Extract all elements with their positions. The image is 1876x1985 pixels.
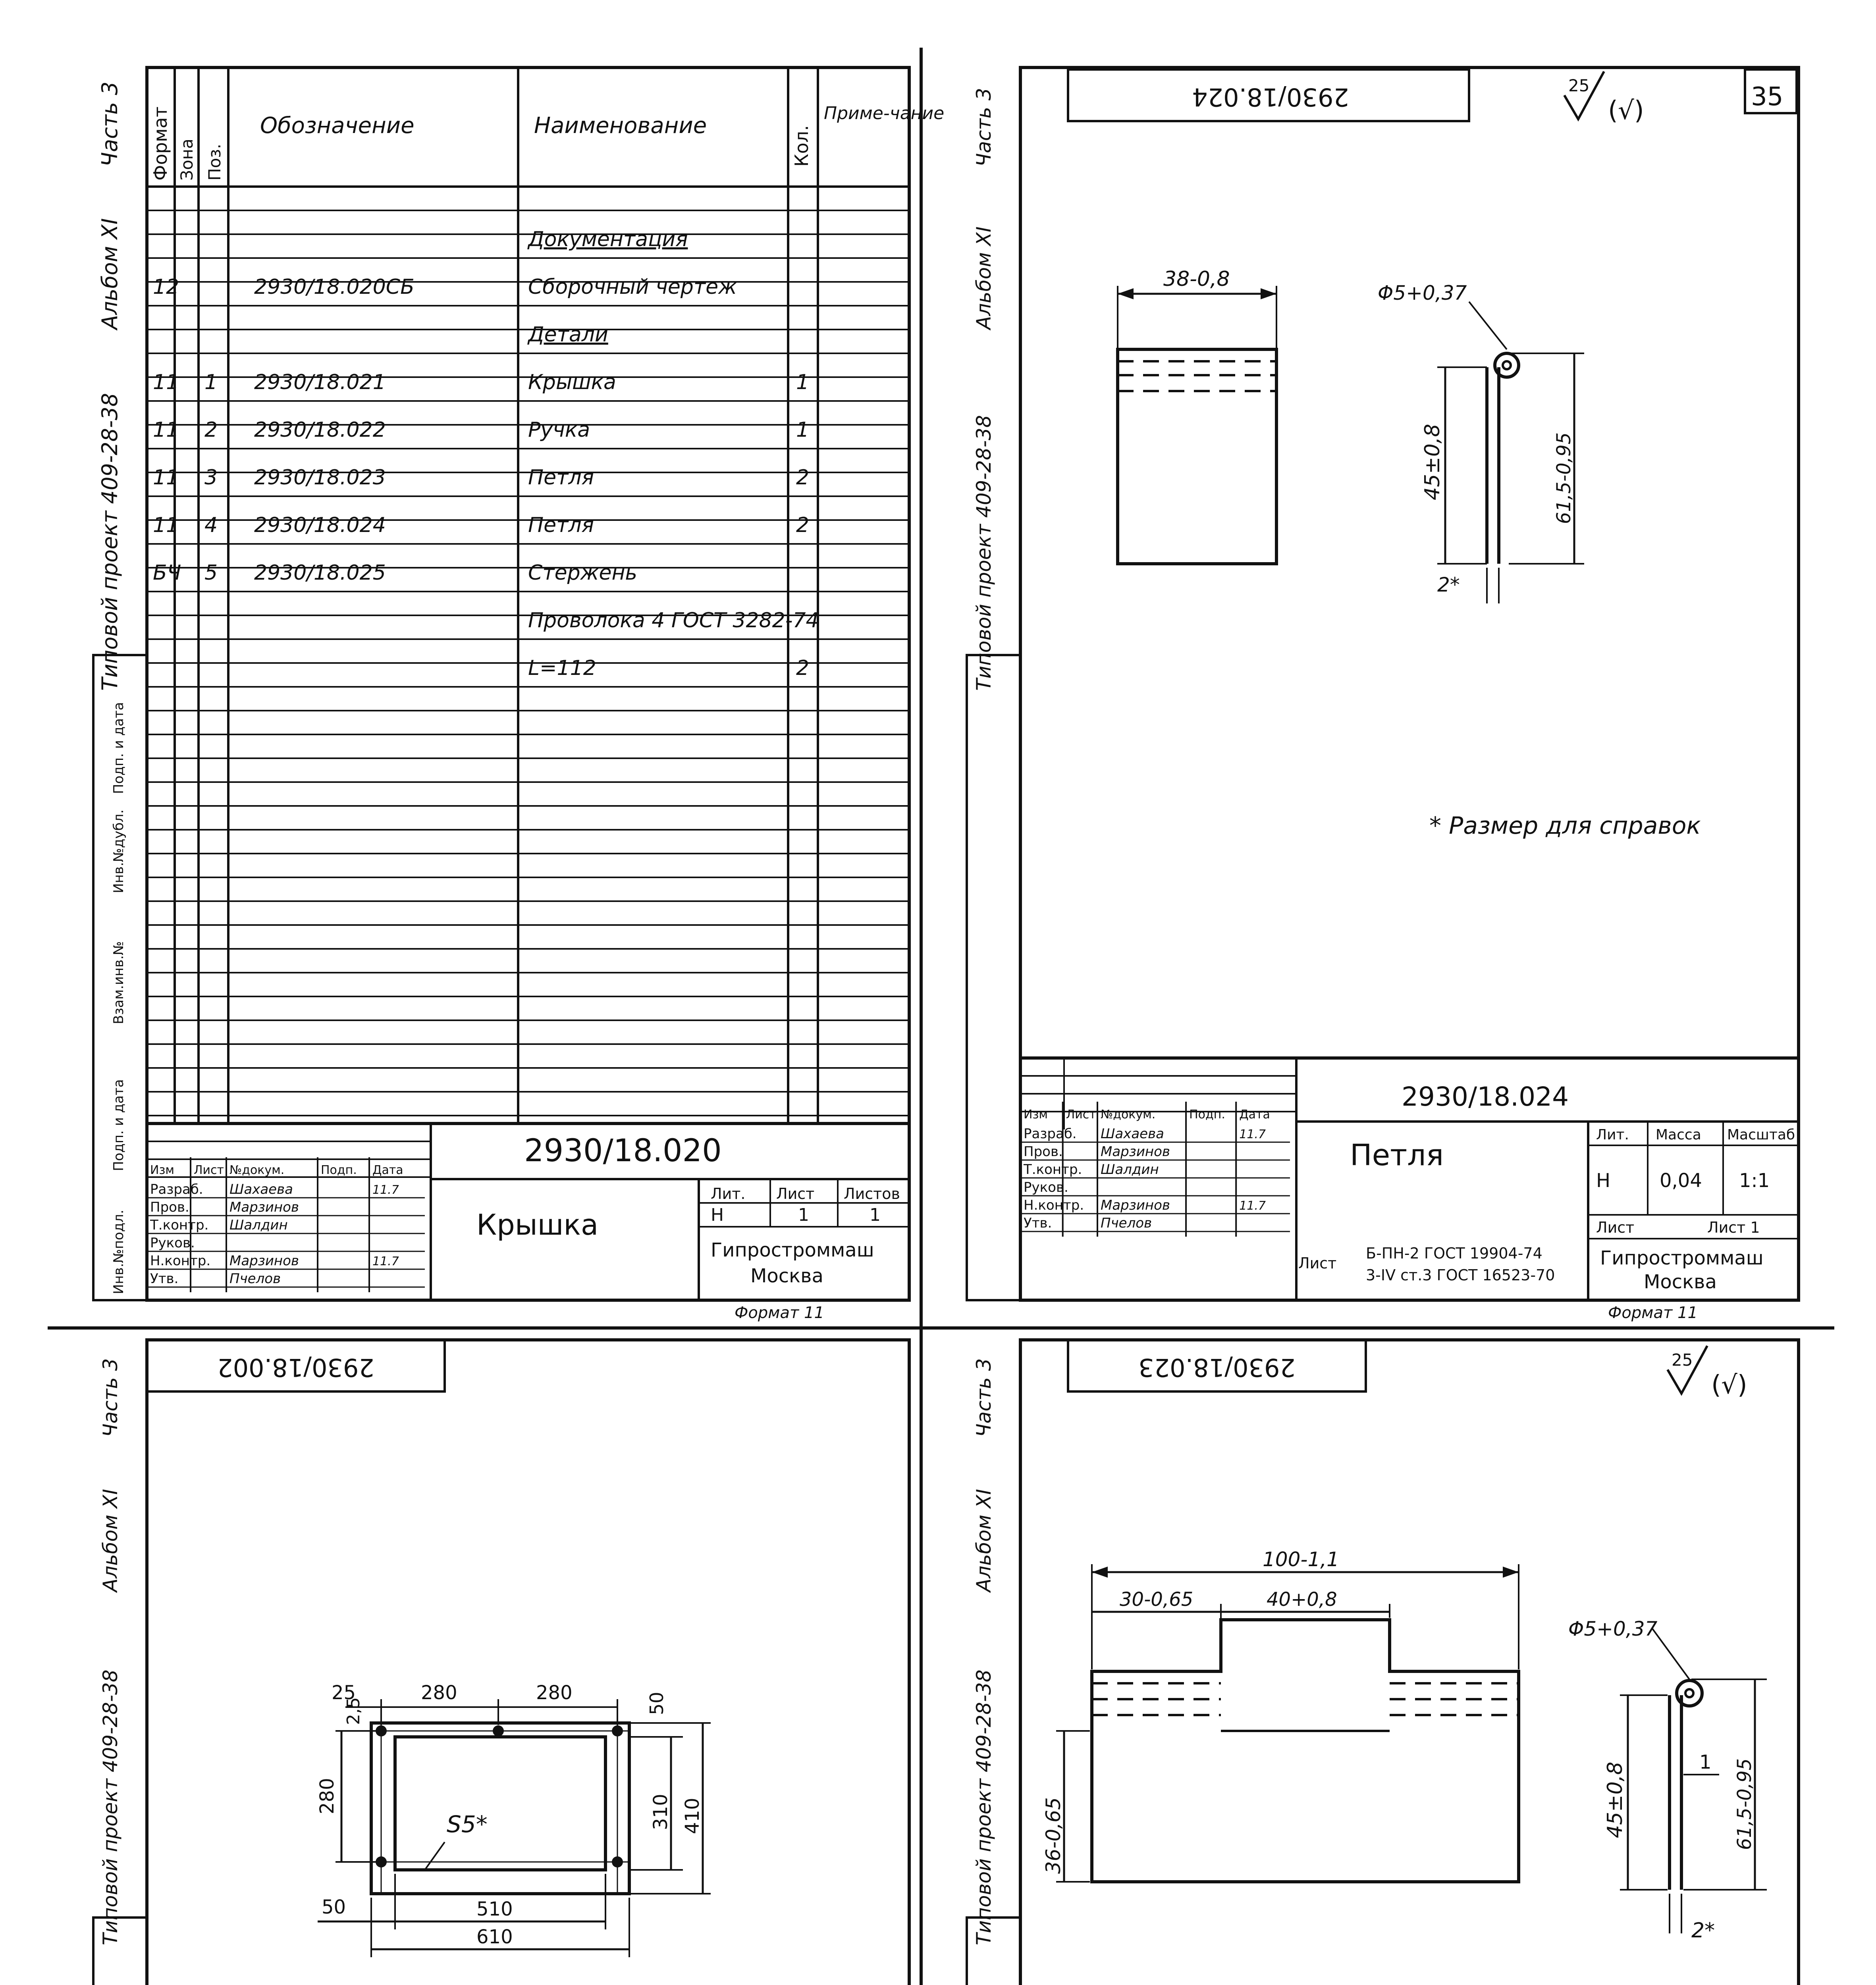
spec-head-name: Наименование (534, 113, 707, 139)
dim-002-2-5: 2,5 (343, 1697, 364, 1725)
tb-role: Н.контр. (1024, 1197, 1084, 1213)
dim-002-280side: 280 (316, 1778, 338, 1814)
lit-label-024: Лит. (1596, 1127, 1629, 1143)
tb-date: 11.7 (372, 1183, 399, 1197)
dim-024-offset: 2* (1437, 573, 1460, 596)
tb-name: Шахаева (229, 1181, 293, 1197)
spec-row-quantity: 2 (796, 656, 810, 680)
spec-row-name: L=112 (528, 656, 596, 680)
tb-name: Шахаева (1101, 1126, 1164, 1142)
mass-label-024: Масса (1656, 1127, 1701, 1143)
dim-024-width: 38-0,8 (1163, 267, 1230, 291)
dim-002-510: 510 (476, 1898, 513, 1920)
side-album-002: Альбом XI (99, 1489, 122, 1592)
city-024: Москва (1644, 1271, 1717, 1293)
side-cell-4: Инв.№дубл. (111, 809, 127, 893)
tb-date: 11.7 (1239, 1127, 1266, 1141)
spec-row-designation: 2930/18.022 (254, 418, 386, 442)
side-project-label: Типовой проект 409-28-38 (97, 393, 122, 691)
tb-role: Утв. (150, 1271, 179, 1287)
side-cell-2: Подп. и дата (111, 1079, 127, 1171)
spec-row (527, 227, 688, 251)
spec-head-format: Формат (150, 106, 171, 181)
side-album-024: Альбом XI (972, 226, 995, 330)
side-project-023: Типовой проект 409-28-38 (972, 1669, 995, 1945)
side-project-024: Типовой проект 409-28-38 (972, 415, 995, 691)
dim-023-side: 30-0,65 (1120, 1588, 1193, 1611)
tb-role: Н.контр. (150, 1253, 211, 1269)
spec-row-format: 11 (153, 466, 179, 490)
spec-row-format: 12 (153, 275, 179, 299)
dim-023-middle: 40+0,8 (1267, 1588, 1337, 1611)
sheet-024 (967, 67, 1799, 1322)
tb-role: Утв. (1024, 1215, 1052, 1231)
spec-row-designation: 2930/18.025 (254, 561, 386, 585)
spec-row-name: Крышка (528, 370, 616, 394)
spec-row-name: Документация (528, 227, 688, 251)
tb-name: Марзинов (1101, 1144, 1170, 1160)
tb-name: Пчелов (1101, 1215, 1152, 1231)
dim-023-total: 100-1,1 (1263, 1548, 1339, 1571)
dim-002-280b: 280 (536, 1682, 573, 1704)
sheet-number: 35 (1751, 82, 1783, 112)
spec-row (528, 656, 809, 680)
spec-row-name: Петля (528, 466, 594, 490)
spec-row-designation: 2930/18.021 (254, 370, 386, 394)
tb-head-cell: Дата (1239, 1108, 1270, 1122)
dim-002-280a: 280 (421, 1682, 457, 1704)
dim-002-50top: 50 (646, 1692, 667, 1715)
org-024: Гипростроммаш (1600, 1247, 1764, 1269)
spec-row (527, 323, 608, 347)
scale-label-024: Масштаб (1727, 1127, 1795, 1143)
spec-row-designation: 2930/18.020СБ (254, 275, 415, 299)
dim-002-25: 25 (332, 1682, 356, 1704)
material-024-1: Б-ПН-2 ГОСТ 19904-74 (1366, 1245, 1542, 1262)
spec-sheets-label: Листов (844, 1185, 900, 1203)
tb-name: Пчелов (229, 1271, 281, 1287)
material-024-2: 3-IV ст.3 ГОСТ 16523-70 (1366, 1266, 1555, 1284)
sheet-023 (967, 1340, 1799, 1985)
specification-sheet (93, 67, 944, 1322)
spec-row-quantity: 1 (796, 418, 810, 442)
spec-row-name: Стержень (528, 561, 638, 585)
hinge-023-plate (1092, 1620, 1519, 1882)
tb-role: Руков. (150, 1235, 195, 1251)
tb-role: Разраб. (1024, 1126, 1077, 1142)
tb-name: Шалдин (229, 1217, 288, 1233)
dim-002-thickness: S5* (447, 1811, 488, 1838)
dim-024-diameter: Φ5+0,37 (1378, 281, 1467, 304)
side-part-023: Часть 3 (972, 1358, 995, 1437)
side-cell-1: Инв.№подл. (111, 1210, 127, 1294)
spec-title: Крышка (476, 1208, 599, 1241)
tb-name: Марзинов (229, 1253, 299, 1269)
tb-role: Т.контр. (1024, 1162, 1082, 1178)
tb-head-cell: Подп. (1189, 1108, 1225, 1122)
spec-row-position: 4 (204, 513, 218, 537)
spec-row-position: 2 (204, 418, 218, 442)
side-project-002: Типовой проект 409-28-38 (99, 1669, 122, 1945)
dim-023-leg: 45±0,8 (1603, 1761, 1627, 1838)
tb-role: Разраб. (150, 1181, 203, 1197)
spec-lit-label: Лит. (711, 1185, 746, 1203)
tb-head-cell: Подп. (321, 1163, 357, 1177)
spec-head-note: Приме-чание (824, 103, 945, 123)
hinge-023-loop (1677, 1681, 1702, 1706)
sheet-024: Лист 1 (1707, 1219, 1760, 1236)
spec-row-position: 5 (204, 561, 218, 585)
note-024: * Размер для справок (1429, 812, 1701, 840)
dim-023-gap: 1 (1699, 1751, 1712, 1773)
designation-024: 2930/18.024 (1402, 1081, 1569, 1112)
dim-024-height: 45±0,8 (1421, 424, 1444, 500)
dim-023-diameter: Φ5+0,37 (1568, 1617, 1658, 1640)
tb-role: Т.контр. (150, 1217, 209, 1233)
tb-head-cell: №докум. (1101, 1108, 1156, 1122)
gasket-inner (395, 1737, 605, 1870)
spec-row-format: 11 (153, 370, 179, 394)
spec-head-designation: Обозначение (260, 113, 415, 139)
dim-023-overall: 61,5-0,95 (1733, 1758, 1756, 1850)
gasket-outer (371, 1723, 629, 1894)
spec-head-zone: Зона (177, 139, 197, 181)
sheet-label-024b: Лист (1298, 1255, 1337, 1272)
spec-sheet: 1 (798, 1205, 809, 1225)
spec-row-position: 1 (204, 370, 218, 394)
side-part-002: Часть 3 (99, 1358, 122, 1437)
spec-sheet-label: Лист (776, 1185, 815, 1203)
spec-row (153, 561, 637, 585)
spec-city: Москва (750, 1265, 823, 1287)
tb-head-cell: Лист (194, 1163, 224, 1177)
hinge-024-loop (1495, 353, 1519, 377)
spec-row (153, 418, 809, 442)
stamp-002: 2930/18.002 (217, 1353, 374, 1382)
tb-role: Руков. (1024, 1179, 1068, 1195)
spec-row-position: 3 (204, 466, 218, 490)
tb-head-cell: Лист (1066, 1108, 1096, 1122)
tb-role: Пров. (150, 1199, 189, 1215)
side-part-label: Часть 3 (97, 81, 122, 167)
title-024: Петля (1350, 1138, 1444, 1172)
spec-row-name: Детали (528, 323, 608, 347)
spec-row-quantity: 1 (796, 370, 810, 394)
spec-sheets: 1 (870, 1205, 881, 1225)
side-part-024: Часть 3 (972, 88, 995, 167)
spec-row-format: 11 (153, 418, 179, 442)
spec-format: Формат 11 (735, 1304, 824, 1322)
spec-lit: Н (711, 1205, 724, 1225)
dim-023-height: 36-0,65 (1042, 1797, 1065, 1874)
sheet-002 (93, 1340, 910, 1985)
spec-row-name: Сборочный чертеж (528, 275, 737, 299)
tb-head-cell: Изм (1024, 1108, 1048, 1122)
tb-head-cell: Изм (150, 1163, 175, 1177)
tb-date: 11.7 (1239, 1199, 1266, 1213)
spec-designation: 2930/18.020 (524, 1133, 722, 1169)
tb-name: Марзинов (229, 1199, 299, 1215)
roughness-023-value: 25 (1672, 1350, 1693, 1370)
spec-head-position: Поз. (205, 144, 224, 181)
roughness-024-paren: (√) (1608, 96, 1644, 125)
tb-head-cell: №докум. (229, 1163, 285, 1177)
side-labels-top (97, 81, 127, 1294)
spec-row-format: БЧ (153, 561, 181, 585)
hinge-024-plate (1118, 349, 1276, 564)
lit-024: Н (1596, 1170, 1611, 1192)
spec-row (528, 609, 819, 632)
spec-row (153, 513, 809, 537)
sheet-label-024: Лист (1596, 1219, 1635, 1236)
dim-002-50left: 50 (322, 1896, 346, 1918)
tb-name: Шалдин (1101, 1162, 1159, 1178)
spec-row (153, 466, 809, 490)
spec-row-name: Петля (528, 513, 594, 537)
tb-role: Пров. (1024, 1144, 1063, 1160)
format-024: Формат 11 (1608, 1304, 1698, 1322)
spec-head-quantity: Кол. (791, 125, 812, 167)
spec-row-format: 11 (153, 513, 179, 537)
dim-002-610: 610 (476, 1926, 513, 1948)
side-cell-5: Подп. и дата (111, 702, 127, 794)
stamp-023: 2930/18.023 (1138, 1353, 1296, 1382)
dim-024-total: 61,5-0,95 (1553, 432, 1575, 524)
roughness-023-paren: (√) (1711, 1370, 1747, 1400)
spec-row-quantity: 2 (796, 513, 810, 537)
side-album-label: Альбом XI (97, 218, 122, 330)
spec-org: Гипростроммаш (711, 1239, 874, 1261)
spec-row-designation: 2930/18.024 (254, 513, 386, 537)
side-cell-3: Взам.инв.№ (111, 941, 127, 1024)
spec-row-name: Проволока 4 ГОСТ 3282-74 (528, 609, 819, 632)
spec-row (153, 275, 737, 299)
dim-002-310: 310 (650, 1794, 672, 1830)
tb-name: Марзинов (1101, 1197, 1170, 1213)
dim-002-410: 410 (681, 1798, 704, 1834)
tb-date: 11.7 (372, 1255, 399, 1268)
spec-row-name: Ручка (528, 418, 590, 442)
side-album-023: Альбом XI (972, 1489, 995, 1592)
spec-row-designation: 2930/18.023 (254, 466, 386, 490)
roughness-024-value: 25 (1568, 76, 1590, 95)
dim-023-offset: 2* (1691, 1919, 1715, 1943)
tb-head-cell: Дата (372, 1163, 403, 1177)
spec-row (153, 370, 809, 394)
scale-024: 1:1 (1739, 1170, 1770, 1192)
spec-row-quantity: 2 (796, 466, 810, 490)
mass-024: 0,04 (1660, 1170, 1702, 1192)
stamp-024: 2930/18.024 (1192, 82, 1349, 112)
